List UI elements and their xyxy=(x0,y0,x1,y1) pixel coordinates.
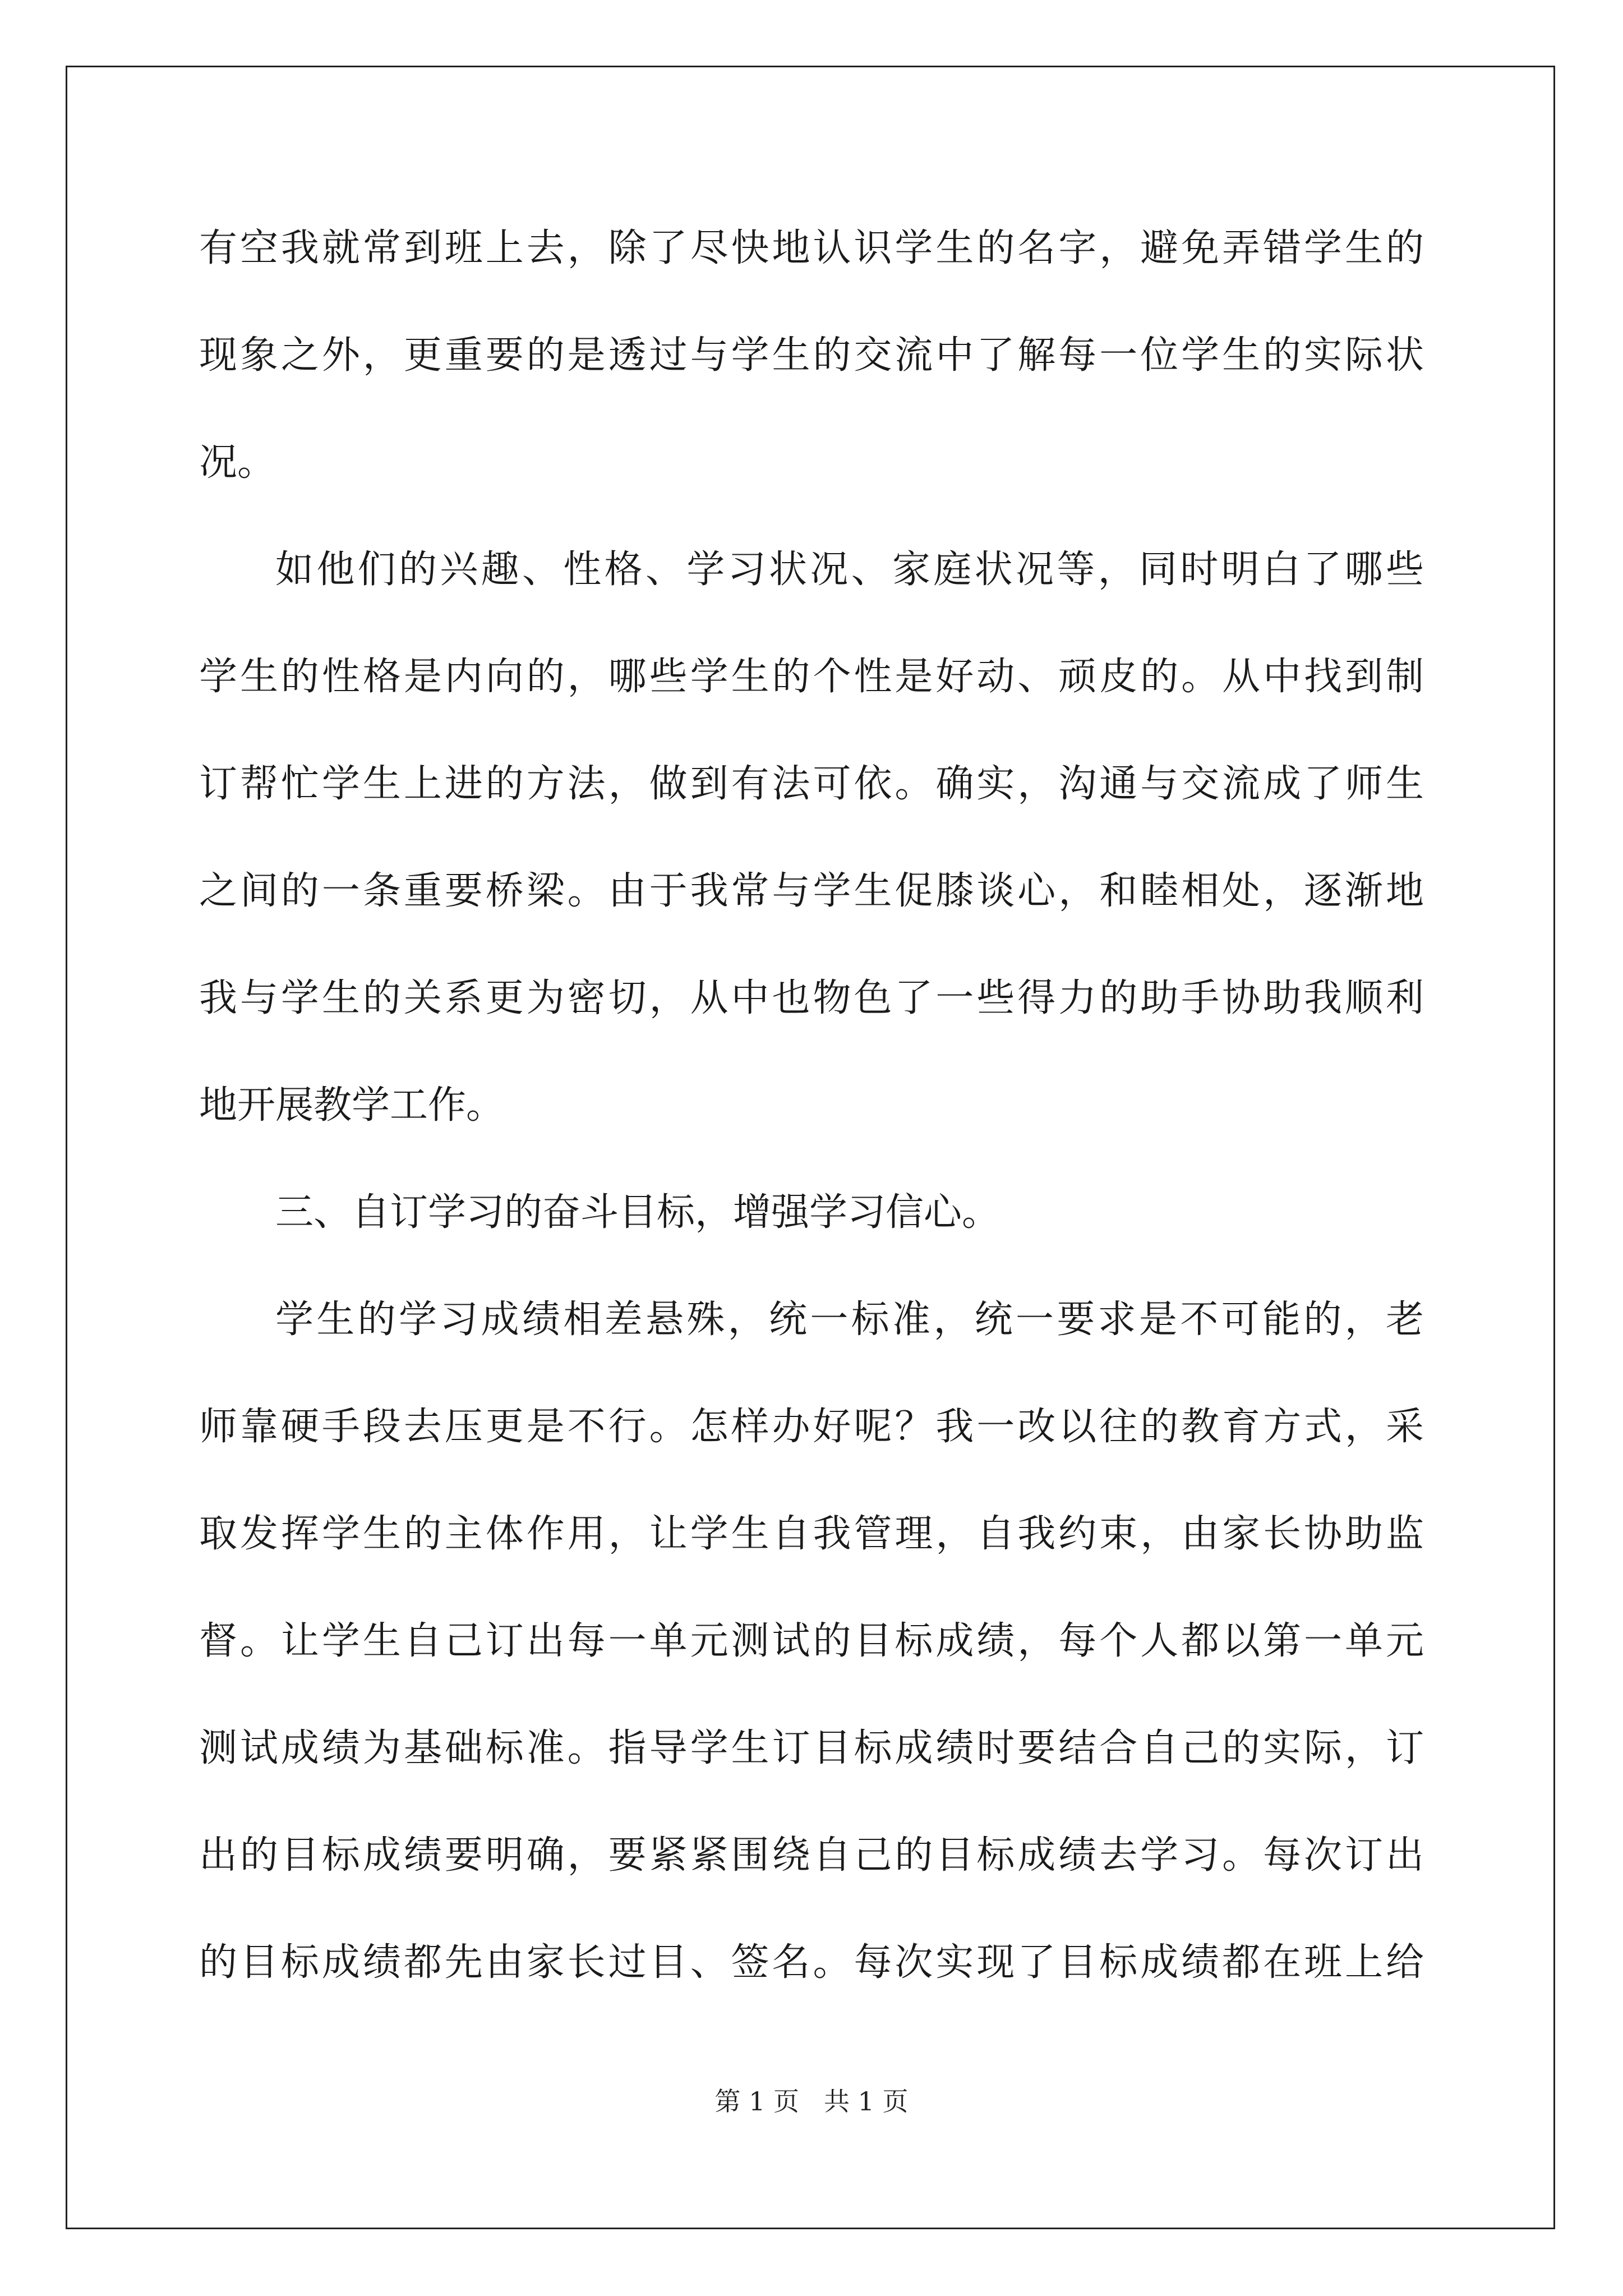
document-body xyxy=(199,209,1424,2030)
section-heading: 三、自订学习的奋斗目标，增强学习信心。 xyxy=(275,1190,1000,1235)
text-line: 地开展教学工作。 xyxy=(199,1083,505,1128)
text-line: 学生的学习成绩相差悬殊，统一标准，统一要求是不可能的，老 xyxy=(275,1297,1424,1342)
text-line: 有空我就常到班上去，除了尽快地认识学生的名字，避免弄错学生的 xyxy=(199,226,1424,270)
text-line: 如他们的兴趣、性格、学习状况、家庭状况等，同时明白了哪些 xyxy=(275,547,1424,592)
page-number: 第 1 页 xyxy=(714,2086,799,2116)
page-footer xyxy=(0,2081,1623,2118)
text-line: 我与学生的关系更为密切，从中也物色了一些得力的助手协助我顺利 xyxy=(199,976,1424,1020)
page-total: 共 1 页 xyxy=(824,2086,909,2116)
text-line: 测试成绩为基础标准。指导学生订目标成绩时要结合自己的实际，订 xyxy=(199,1726,1424,1770)
text-line: 取发挥学生的主体作用，让学生自我管理，自我约束，由家长协助监 xyxy=(199,1512,1424,1556)
text-line: 出的目标成绩要明确，要紧紧围绕自己的目标成绩去学习。每次订出 xyxy=(199,1833,1424,1878)
text-line: 现象之外，更重要的是透过与学生的交流中了解每一位学生的实际状 xyxy=(199,333,1424,378)
text-line: 的目标成绩都先由家长过目、签名。每次实现了目标成绩都在班上给 xyxy=(199,1940,1424,1985)
text-line: 况。 xyxy=(199,440,276,485)
text-line: 督。让学生自己订出每一单元测试的目标成绩，每个人都以第一单元 xyxy=(199,1619,1424,1663)
text-line: 师靠硬手段去压更是不行。怎样办好呢？我一改以往的教育方式，采 xyxy=(199,1405,1424,1449)
text-line: 之间的一条重要桥梁。由于我常与学生促膝谈心，和睦相处，逐渐地 xyxy=(199,869,1424,913)
text-line: 学生的性格是内向的，哪些学生的个性是好动、顽皮的。从中找到制 xyxy=(199,655,1424,699)
text-line: 订帮忙学生上进的方法，做到有法可依。确实，沟通与交流成了师生 xyxy=(199,762,1424,806)
